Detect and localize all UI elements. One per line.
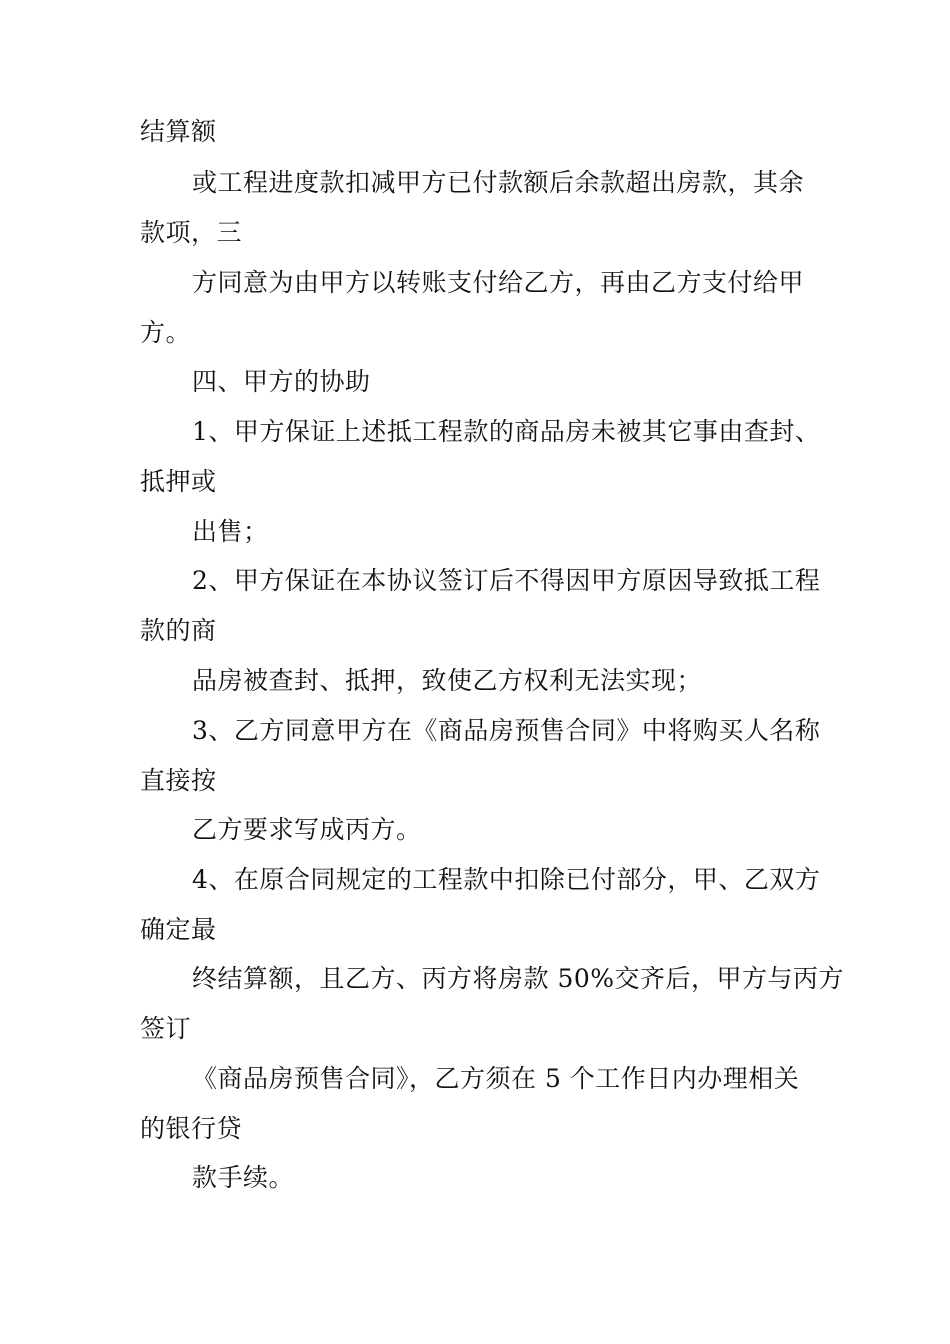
text-line: 款项，三 (140, 218, 243, 247)
text-line: 直接按 (140, 766, 217, 795)
text-line: 确定最 (140, 915, 217, 944)
text-line: 抵押或 (140, 467, 217, 496)
text-line: 终结算额，且乙方、丙方将房款 50%交齐后，甲方与丙方 (192, 964, 845, 993)
text-line: 《商品房预售合同》，乙方须在 5 个工作日内办理相关 (192, 1064, 800, 1093)
text-line: 结算额 (140, 117, 217, 146)
text-line: 的银行贷 (140, 1114, 243, 1143)
text-line: 品房被查封、抵押，致使乙方权利无法实现； (192, 666, 703, 695)
text-line: 款手续。 (192, 1163, 295, 1192)
text-line: 出售； (192, 517, 269, 546)
text-line: 4、在原合同规定的工程款中扣除已付部分，甲、乙双方 (192, 865, 821, 894)
text-line: 乙方要求写成丙方。 (192, 815, 422, 844)
text-line: 签订 (140, 1014, 192, 1043)
text-line: 方同意为由甲方以转账支付给乙方，再由乙方支付给甲 (192, 268, 805, 297)
text-line: 或工程进度款扣减甲方已付款额后余款超出房款，其余 (192, 168, 805, 197)
text-line: 1、甲方保证上述抵工程款的商品房未被其它事由查封、 (192, 417, 821, 446)
text-line: 款的商 (140, 616, 217, 645)
text-line: 3、乙方同意甲方在《商品房预售合同》中将购买人名称 (192, 716, 821, 745)
text-line: 方。 (140, 318, 192, 347)
section-heading: 四、甲方的协助 (192, 367, 371, 396)
text-line: 2、甲方保证在本协议签订后不得因甲方原因导致抵工程 (192, 566, 821, 595)
